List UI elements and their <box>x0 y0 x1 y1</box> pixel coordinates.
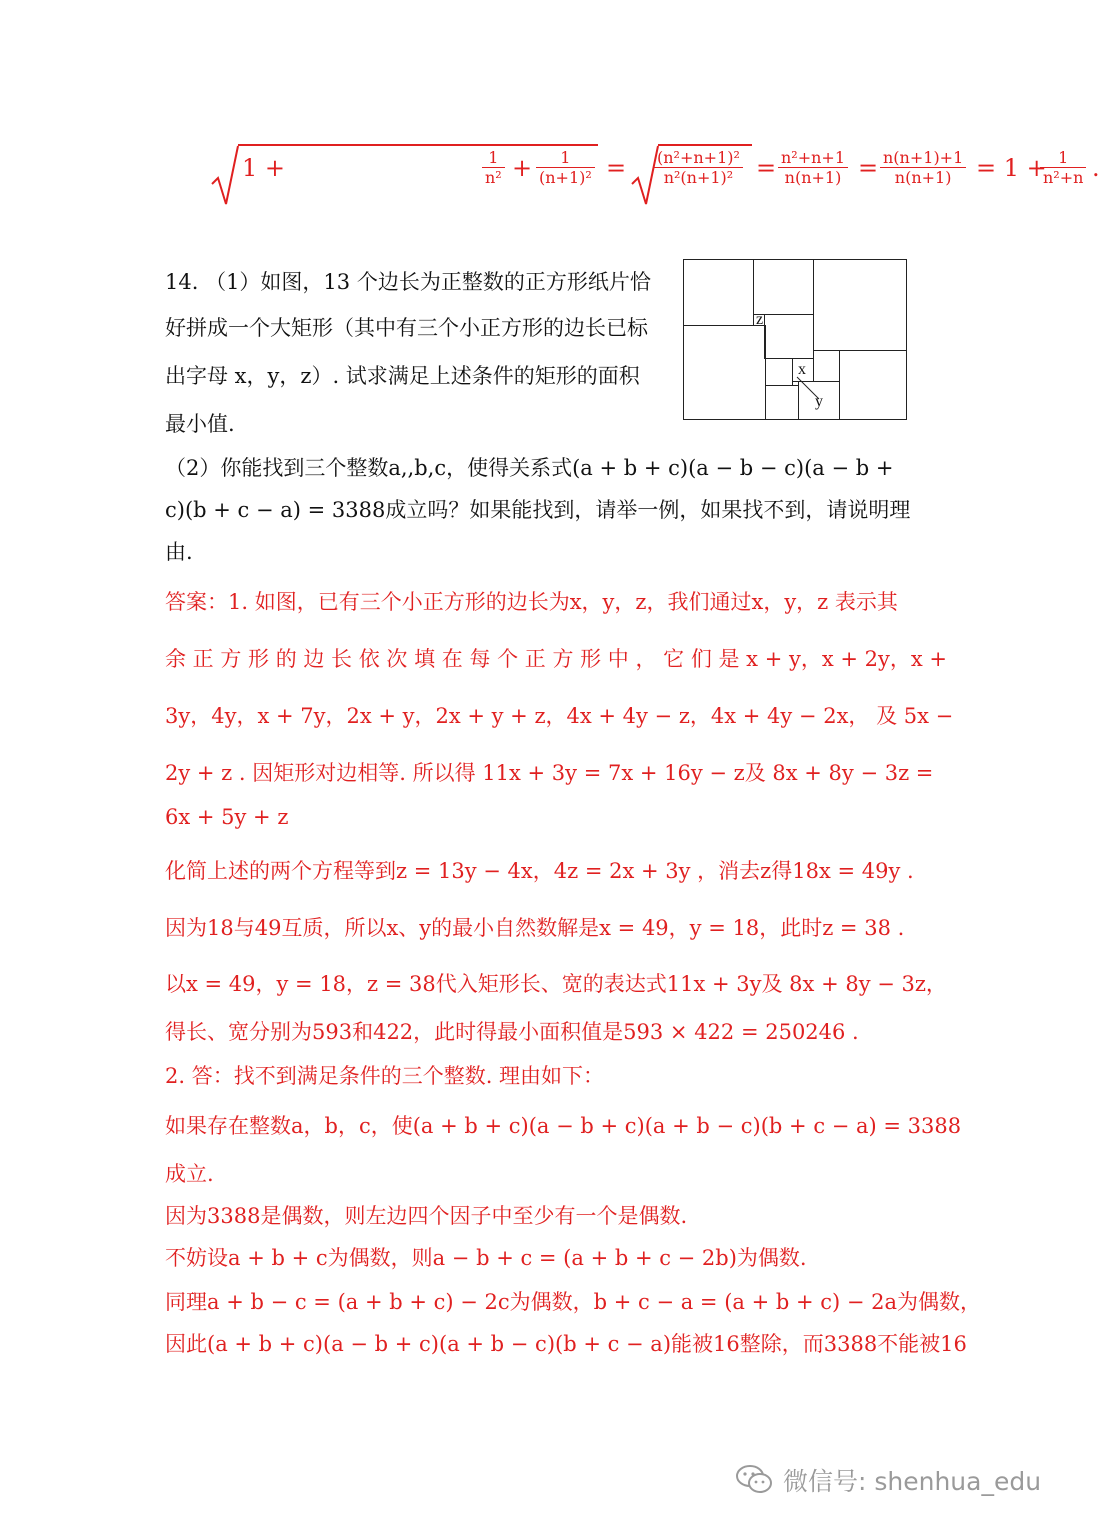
fraction-1-over-n2: $\frac{1}{\text{n²}}$ <box>482 148 505 187</box>
sqrt-sign-1 <box>210 144 240 206</box>
sqrt-bar-1 <box>238 144 598 146</box>
square-top-right <box>813 259 907 351</box>
equals-1: = <box>606 154 627 182</box>
answer-line-12: 成立. <box>165 1162 214 1186</box>
formula-period: . <box>1092 154 1100 182</box>
answer-line-5: 6x + 5y + z <box>165 805 289 829</box>
fraction-1-over-n1sq: $\frac{1}{\text{(n+1)²}}$ <box>536 148 595 187</box>
question-line-7: 由. <box>165 540 193 564</box>
squares-figure <box>683 259 907 420</box>
equals-2: = <box>756 154 777 182</box>
sqrt-bar-2 <box>658 144 752 146</box>
square-top-middle <box>753 259 814 315</box>
wechat-icon <box>735 1463 775 1497</box>
label-z: z <box>756 311 764 328</box>
answer-line-8: 以x = 49，y = 18，z = 38代入矩形长、宽的表达式11x + 3y及 8x + 8y − 3z， <box>165 972 947 996</box>
fraction-expanded: $\frac{n(n+1)+1}{n(n+1)}$ <box>880 148 966 187</box>
label-y: y <box>815 393 823 410</box>
answer-line-4: 2y + z . 因矩形对边相等. 所以得 11x + 3y = 7x + 16y − z及 8x + 8y − 3z = <box>165 761 934 785</box>
answer-line-1: 答案：1. 如图，已有三个小正方形的边长为x，y，z，我们通过x，y，z 表示其 <box>165 590 898 614</box>
equals-one-plus: = 1 + <box>976 154 1047 182</box>
answer-line-11: 如果存在整数a，b，c，使(a + b + c)(a − b + c)(a + b − c)(b + c − a) = 3388 <box>165 1114 962 1138</box>
sqrt-term-one: 1 + <box>242 154 286 182</box>
question-line-6: c)(b + c − a) = 3388成立吗？如果能找到，请举一例，如果找不到，请说明理 <box>165 498 911 522</box>
answer-line-10: 2. 答：找不到满足条件的三个整数. 理由如下： <box>165 1064 605 1088</box>
plus-sign: + <box>512 154 533 182</box>
answer-line-13: 因为3388是偶数，则左边四个因子中至少有一个是偶数. <box>165 1204 688 1228</box>
question-line-3: 出字母 x，y，z）. 试求满足上述条件的矩形的面积 <box>165 364 640 388</box>
watermark <box>735 1462 1041 1498</box>
answer-line-2: 余 正 方 形 的 边 长 依 次 填 在 每 个 正 方 形 中 ， 它 们 是 x + y，x + 2y，x + <box>165 647 947 671</box>
square-bottom-left <box>683 325 766 420</box>
fraction-squared: $\frac{\text{(n²+n+1)²}}{\text{n²(n+1)²}}$ <box>654 148 743 187</box>
square-middle <box>764 314 814 359</box>
square-bottom-right <box>839 350 907 420</box>
question-line-1: 14. （1）如图，13 个边长为正整数的正方形纸片恰 <box>165 270 651 294</box>
question-line-2: 好拼成一个大矩形（其中有三个小正方形的边长已标 <box>165 316 648 340</box>
answer-line-16: 因此(a + b + c)(a − b + c)(a + b − c)(b + c − a)能被16整除，而3388不能被16 <box>165 1332 967 1356</box>
answer-line-14: 不妨设a + b + c为偶数，则a − b + c = (a + b + c − 2b)为偶数. <box>165 1246 807 1270</box>
question-line-4: 最小值. <box>165 412 235 436</box>
square-top-left <box>683 259 754 326</box>
equals-3: = <box>858 154 879 182</box>
answer-line-7: 因为18与49互质，所以x、y的最小自然数解是x = 49，y = 18，此时z = 38 . <box>165 916 905 940</box>
fraction-simplified: $\frac{\text{n²+n+1}}{n(n+1)}$ <box>778 148 848 187</box>
fraction-final: $\frac{1}{\text{n²+n}}$ <box>1040 148 1086 187</box>
answer-line-6: 化简上述的两个方程等到z = 13y − 4x，4z = 2x + 3y ，消去z得18x = 49y . <box>165 859 914 883</box>
answer-line-9: 得长、宽分别为593和422，此时得最小面积值是593 × 422 = 250246 . <box>165 1020 859 1044</box>
square-small-left <box>765 358 793 386</box>
watermark-text: 微信号: shenhua_edu <box>783 1467 1042 1496</box>
answer-line-3: 3y，4y，x + 7y，2x + y，2x + y + z，4x + 4y − z，4x + 4y − 2x， 及 5x − <box>165 704 954 728</box>
label-x: x <box>798 361 806 378</box>
answer-line-15: 同理a + b − c = (a + b + c) − 2c为偶数，b + c − a = (a + b + c) − 2a为偶数， <box>165 1290 982 1314</box>
question-line-5: （2）你能找到三个整数a,,b,c，使得关系式(a + b + c)(a − b − c)(a − b + <box>165 456 894 480</box>
